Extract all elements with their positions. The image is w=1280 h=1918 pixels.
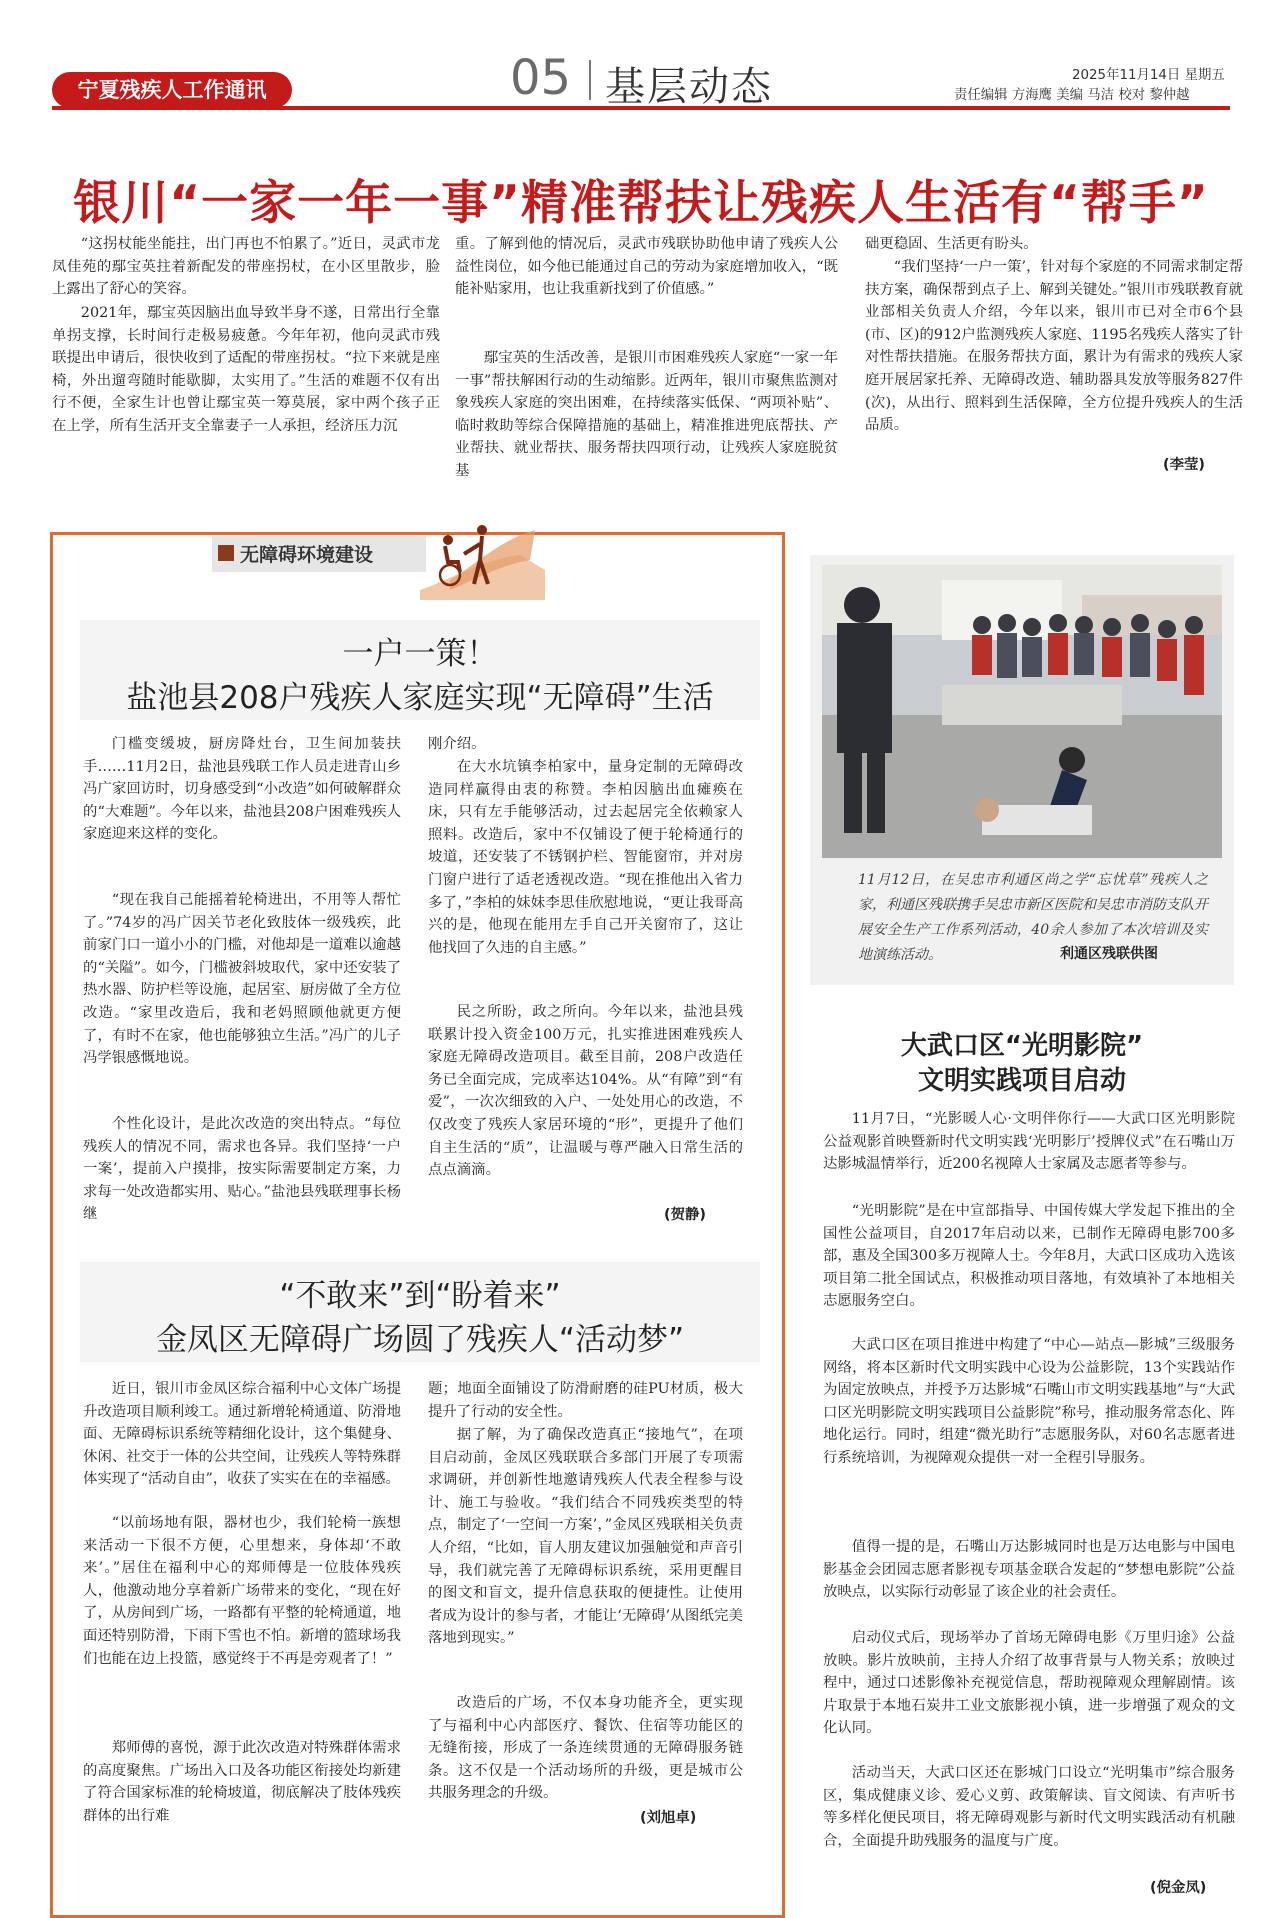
headline-line-2: 盐池县208户残疾人家庭实现“无障碍”生活 xyxy=(126,680,714,716)
film-headline-line-2: 文明实践项目启动 xyxy=(917,1066,1126,1096)
paragraph: 础更稳固、生活更有盼头。 xyxy=(865,236,1038,252)
page-number: 05 xyxy=(510,50,572,106)
jinfeng-author: (刘旭卓) xyxy=(640,1810,697,1826)
paragraph: “这拐杖能坐能拄，出门再也不怕累了。”近日，灵武市龙凤佳苑的鄢宝英拄着新配发的带座拐杖，在小区里散步，脸上露出了舒心的笑容。 xyxy=(52,236,440,298)
headline-line-1: “不敢来”到“盼着来” xyxy=(279,1278,561,1314)
paragraph: 11月7日，“光影暖人心·文明伴你行——大武口区光明影院公益观影首映暨新时代文明实践‘光明影厅’授牌仪式”在石嘴山万达影城温情举行，近200名视障人士家属及志愿者等参与。 xyxy=(823,1111,1235,1173)
paragraph: 改造后的广场，不仅本身功能齐全，更实现了与福利中心内部医疗、餐饮、住宿等功能区的无缝衔接，形成了一条连续贯通的无障碍服务链条。这不仅是一个活动场所的升级，更是城市公共服务理念的升级。 xyxy=(428,1695,743,1802)
paragraph: 刚介绍。 xyxy=(428,736,486,752)
paragraph: 活动当天，大武口区还在影城门口设立“光明集市”综合服务区，集成健康义诊、爱心义剪、政策解读、盲文阅读、有声听书等多样化便民项目，将无障碍观影与新时代文明实践活动有机融合，全面提升助残服务的温度与广度。 xyxy=(823,1765,1235,1849)
paragraph: 在大水坑镇李柏家中，量身定制的无障碍改造同样赢得由衷的称赞。李柏因脑出血瘫痪在床，只有左手能够活动，过去起居完全依赖家人照料。改造后，家中不仅铺设了便于轮椅通行的坡道，还安装了不锈钢护栏、智能窗帘，并对房门窗户进行了适老透视改造。“现在推他出入省力多了，”李柏的妹妹李思佳欣慰地说，“更让我哥高兴的是，他现在能用左手自己开关窗帘了，这让他找回了久违的自主感。” xyxy=(428,759,743,956)
paragraph: 近日，银川市金凤区综合福利中心文体广场提升改造项目顺利竣工。通过新增轮椅通道、防滑地面、无障碍标识系统等精细化设计，这个集健身、休闲、社交于一体的公共空间，让残疾人等特殊群体实现了“活动自由”，收获了实实在在的幸福感。 xyxy=(83,1381,401,1488)
photo-credit: 利通区残联供图 xyxy=(1060,946,1158,962)
section-label-text: 无障碍环境建设 xyxy=(240,544,374,566)
paragraph: “以前场地有限，器材也少，我们轮椅一族想来活动一下很不方便，心里想来，身体却‘不敢来’。”居住在福利中心的郑师傅是一位肢体残疾人，他激动地分享着新广场带来的变化，“现在好了，从房间到广场，一路都有平整的轮椅通道，地面还特别防滑，下雨下雪也不怕。新增的篮球场我们也能在边上投篮，感觉终于不再是旁观者了！” xyxy=(83,1515,401,1667)
paragraph: 门槛变缓坡，厨房降灶台，卫生间加装扶手……11月2日，盐池县残联工作人员走进青山乡冯广家回访时，切身感受到“小改造”如何破解群众的“大难题”。今年以来，盐池县208户困难残疾人家庭迎来这样的变化。 xyxy=(83,736,401,843)
film-headline-line-1: 大武口区“光明影院” xyxy=(900,1031,1144,1061)
paragraph: “我们坚持‘一户一策’，针对每个家庭的不同需求制定帮扶方案，确保帮到点子上、解到关键处。”银川市残联教育就业部相关负责人介绍，今年以来，银川市已对全市6个县(市、区)的912户监测残疾人家庭、1195名残疾人落实了针对性帮扶措施。在服务帮扶方面，累计为有需求的残疾人家庭开展居家托养、无障碍改造、辅助器具发放等服务827件(次)，从出行、照料到生活保障，全方位提升残疾人的生活品质。 xyxy=(865,259,1243,434)
photo-caption: 11月12日，在吴忠市利通区尚之学“忘忧草”残疾人之家，利通区残联携手吴忠市新区医院和吴忠市消防支队开展安全生产工作系列活动，40余人参加了本次培训及实地演练活动。 xyxy=(858,872,1208,963)
paragraph: 题；地面全面铺设了防滑耐磨的硅PU材质，极大提升了行动的安全性。 xyxy=(428,1381,743,1420)
paragraph: 重。了解到他的情况后，灵武市残联协助他申请了残疾人公益性岗位，如今他已能通过自己的劳动为家庭增加收入，“既能补贴家用，也让我重新找到了价值感。” xyxy=(455,236,838,298)
section-title: 基层动态 xyxy=(605,64,773,110)
headline-panel xyxy=(80,1262,760,1362)
paragraph: 启动仪式后，现场举办了首场无障碍电影《万里归途》公益放映。影片放映前，主持人介绍了故事背景与人物关系；放映过程中，通过口述影像补充视觉信息，帮助视障观众理解剧情。该片取景于本地石炭井工业文旅影视小镇，进一步增强了观众的文化认同。 xyxy=(823,1630,1235,1737)
lead-headline: 银川“一家一年一事”精准帮扶让残疾人生活有“帮手” xyxy=(73,176,1209,231)
paragraph: “光明影院”是在中宣部指导、中国传媒大学发起下推出的全国性公益项目，自2017年启动以来，已制作无障碍电影700多部，惠及全国300多万视障人士。今年8月，大武口区成功入选该项目第二批全国试点，积极推动项目落地，有效填补了本地相关志愿服务空白。 xyxy=(823,1203,1235,1310)
headline-panel xyxy=(80,620,760,720)
yanchi-author: (贺静) xyxy=(664,1207,706,1223)
paragraph: 大武口区在项目推进中构建了“中心—站点—影城”三级服务网络，将本区新时代文明实践中心设为公益影院，13个实践站作为固定放映点，并授予万达影城“石嘴山市文明实践基地”与“大武口区光明影院文明实践项目公益影院”称号，推动服务常态化、阵地化运行。同时，组建“微光助行”志愿服务队，对60名志愿者进行系统培训，为视障观众提供一对一全程引导服务。 xyxy=(823,1337,1235,1466)
training-photo xyxy=(822,565,1222,858)
paragraph: 据了解，为了确保改造真正“接地气”，在项目启动前，金凤区残联联合多部门开展了专项需求调研，并创新性地邀请残疾人代表全程参与设计、施工与验收。“我们结合不同残疾类型的特点，制定了‘一空间一方案’，”金凤区残联相关负责人介绍，“比如，盲人朋友建议加强触觉和声音引导，我们就完善了无障碍标识系统，采用更醒目的图文和盲文，提升信息获取的便捷性。让使用者成为设计的参与者，才能让‘无障碍’从图纸完美落地到现实。” xyxy=(428,1427,743,1647)
headline-line-1: 一户一策！ xyxy=(342,636,498,672)
square-icon xyxy=(218,545,234,561)
header-divider xyxy=(589,60,591,100)
paragraph: 个性化设计，是此次改造的突出特点。“每位残疾人的情况不同，需求也各异。我们坚持‘一户一案’，提前入户摸排，按实际需要制定方案，力求每一处改造都实用、贴心。”盐池县残联理事长杨继 xyxy=(83,1116,401,1223)
wheelchair-illustration xyxy=(420,520,545,600)
film-author: (倪金凤) xyxy=(1150,1880,1207,1896)
headline-line-2: 金凤区无障碍广场圆了残疾人“活动梦” xyxy=(155,1322,685,1358)
masthead-badge: 宁夏残疾人工作通讯 xyxy=(52,72,292,108)
issue-date: 2025年11月14日 星期五 xyxy=(1072,68,1225,83)
paragraph: 郑师傅的喜悦，源于此次改造对特殊群体需求的高度聚焦。广场出入口及各功能区衔接处均新建了符合国家标准的轮椅坡道，彻底解决了肢体残疾群体的出行难 xyxy=(83,1740,401,1824)
paragraph: 鄢宝英的生活改善，是银川市困难残疾人家庭“一家一年一事”帮扶解困行动的生动缩影。近两年，银川市聚焦监测对象残疾人家庭的突出困难，在持续落实低保、“两项补贴”、临时救助等综合保障措施的基础上，精准推进兜底帮扶、产业帮扶、就业帮扶、服务帮扶四项行动，让残疾人家庭脱贫基 xyxy=(455,350,838,479)
paragraph: 值得一提的是，石嘴山万达影城同时也是万达电影与中国电影基金会团园志愿者影视专项基金联合发起的“梦想电影院”公益放映点，以实际行动彰显了该企业的社会责任。 xyxy=(823,1539,1235,1601)
paragraph: “现在我自己能摇着轮椅进出，不用等人帮忙了。”74岁的冯广因关节老化致肢体一级残疾，此前家门口一道小小的门槛，对他却是一道难以逾越的“关隘”。如今，门槛被斜坡取代，家中还安装了热水器、防护栏等设施，起居室、厨房做了全方位改造。“家里改造后，我和老妈照顾他就更方便了，有时不在家，他也能够独立生活。”冯广的儿子冯学银感慨地说。 xyxy=(83,892,401,1067)
lead-author: (李莹) xyxy=(1163,457,1205,473)
paragraph: 2021年，鄢宝英因脑出血导致半身不遂，日常出行全靠单拐支撑，长时间行走极易疲惫。今年年初，他向灵武市残联提出申请后，很快收到了适配的带座拐杖。“拉下来就是座椅，外出遛弯随时能歇脚，太实用了。”生活的难题不仅有出行不便，全家生计也曾让鄢宝英一筹莫展，家中两个孩子正在上学，所有生活开支全靠妻子一人承担，经济压力沉 xyxy=(52,305,440,434)
paragraph: 民之所盼，政之所向。今年以来，盐池县残联累计投入资金100万元，扎实推进困难残疾人家庭无障碍改造项目。截至目前，208户改造任务已全面完成，完成率达104%。从“有障”到“有爱”，一次次细致的入户、一处处用心的改造，不仅改变了残疾人家居环境的“形”，更提升了他们自主生活的“质”，让温暖与尊严融入日常生活的点点滴滴。 xyxy=(428,1004,743,1179)
editor-credits: 责任编辑 方海鹰 美编 马洁 校对 黎仲越 xyxy=(954,88,1190,103)
